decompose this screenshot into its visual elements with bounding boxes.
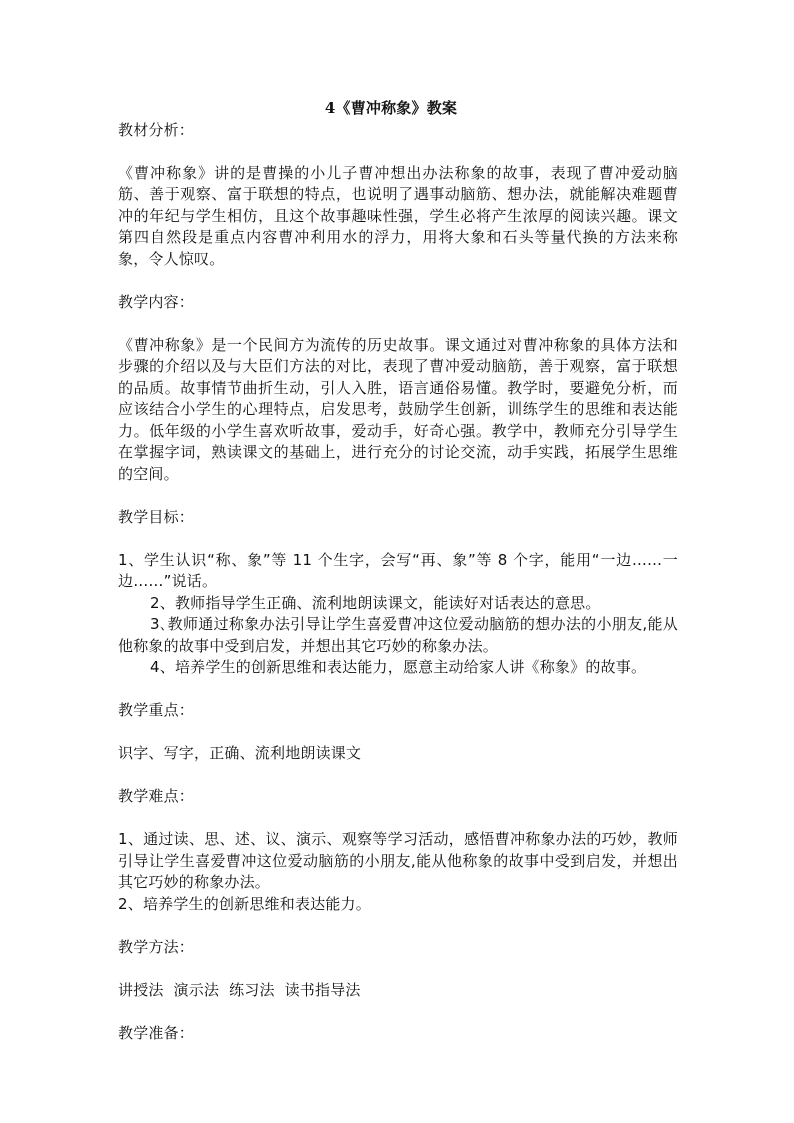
goal-item-2: 2、教师指导学生正确、流利地朗读课文，能读好对话表达的意思。 [150, 593, 601, 612]
difficulty-item-2: 2、培养学生的创新思维和表达能力。 [118, 894, 371, 913]
preparation-heading: 教学准备： [118, 1023, 195, 1042]
spacer [118, 915, 678, 937]
spacer [118, 958, 678, 980]
goal-item-1: 1、学生认识“称、象”等 11 个生字，会写“再、象”等 8 个字，能用“一边……一边……”说话。 [118, 550, 678, 590]
spacer [118, 808, 678, 830]
key-points-paragraph: 识字、写字，正确、流利地朗读课文 [118, 744, 362, 762]
methods-heading: 教学方法： [118, 937, 195, 956]
spacer [118, 270, 678, 292]
spacer [118, 722, 678, 744]
key-points-heading: 教学重点： [118, 701, 195, 719]
spacer [118, 765, 678, 787]
material-heading: 教材分析： [118, 120, 195, 139]
goals-heading: 教学目标： [118, 507, 195, 526]
methods-paragraph: 讲授法 演示法 练习法 读书指导法 [118, 980, 361, 999]
spacer [118, 313, 678, 335]
difficulty-item-1: 1、通过读、思、述、议、演示、观察等学习活动，感悟曹冲称象办法的巧妙，教师引导让学生喜爱曹冲这位爱动脑筋的小朋友,能从他称象的故事中受到启发，并想出其它巧妙的称象办法。 [118, 830, 678, 891]
spacer [118, 679, 678, 701]
spacer [118, 528, 678, 550]
spacer [118, 485, 678, 507]
content-paragraph: 《曹冲称象》是一个民间方为流传的历史故事。课文通过对曹冲称象的具体方法和步骤的介绍以及与大臣们方法的对比，表现了曹冲爱动脑筋，善于观察，富于联想的品质。故事情节曲折生动，引人入胜，语言通俗易懂。教学时，要避免分析，而应该结合小学生的心理特点，启发思考，鼓励学生创新，训练学生的思维和表达能力。低年级的小学生喜欢听故事，爱动手，好奇心强。教学中，教师充分引导学生在掌握字词，熟读课文的基础上，进行充分的讨论交流，动手实践，拓展学生思维的空间。 [118, 335, 678, 483]
document-title: 4《曹冲称象》教案 [324, 99, 458, 117]
goal-item-4: 4、培养学生的创新思维和表达能力，愿意主动给家人讲《称象》的故事。 [150, 658, 647, 676]
spacer [118, 141, 678, 163]
document-body [118, 98, 678, 1044]
goal-item-3: 3､教师通过称象办法引导让学生喜爱曹冲这位爱动脑筋的想办法的小朋友,能从他称象的故事中受到启发，并想出其它巧妙的称象办法。 [118, 615, 678, 655]
content-heading: 教学内容： [118, 292, 195, 311]
spacer [118, 1001, 678, 1023]
material-paragraph: 《曹冲称象》讲的是曹操的小儿子曹冲想出办法称象的故事，表现了曹冲爱动脑筋、善于观察、富于联想的特点，也说明了遇事动脑筋、想办法，就能解决难题曹冲的年纪与学生相仿，且这个故事趣味性强，学生必将产生浓厚的阅读兴趣。课文第四自然段是重点内容曹冲利用水的浮力，用将大象和石头等量代换的方法来称象，令人惊叹。 [118, 163, 678, 268]
difficulties-heading: 教学难点： [118, 787, 195, 805]
